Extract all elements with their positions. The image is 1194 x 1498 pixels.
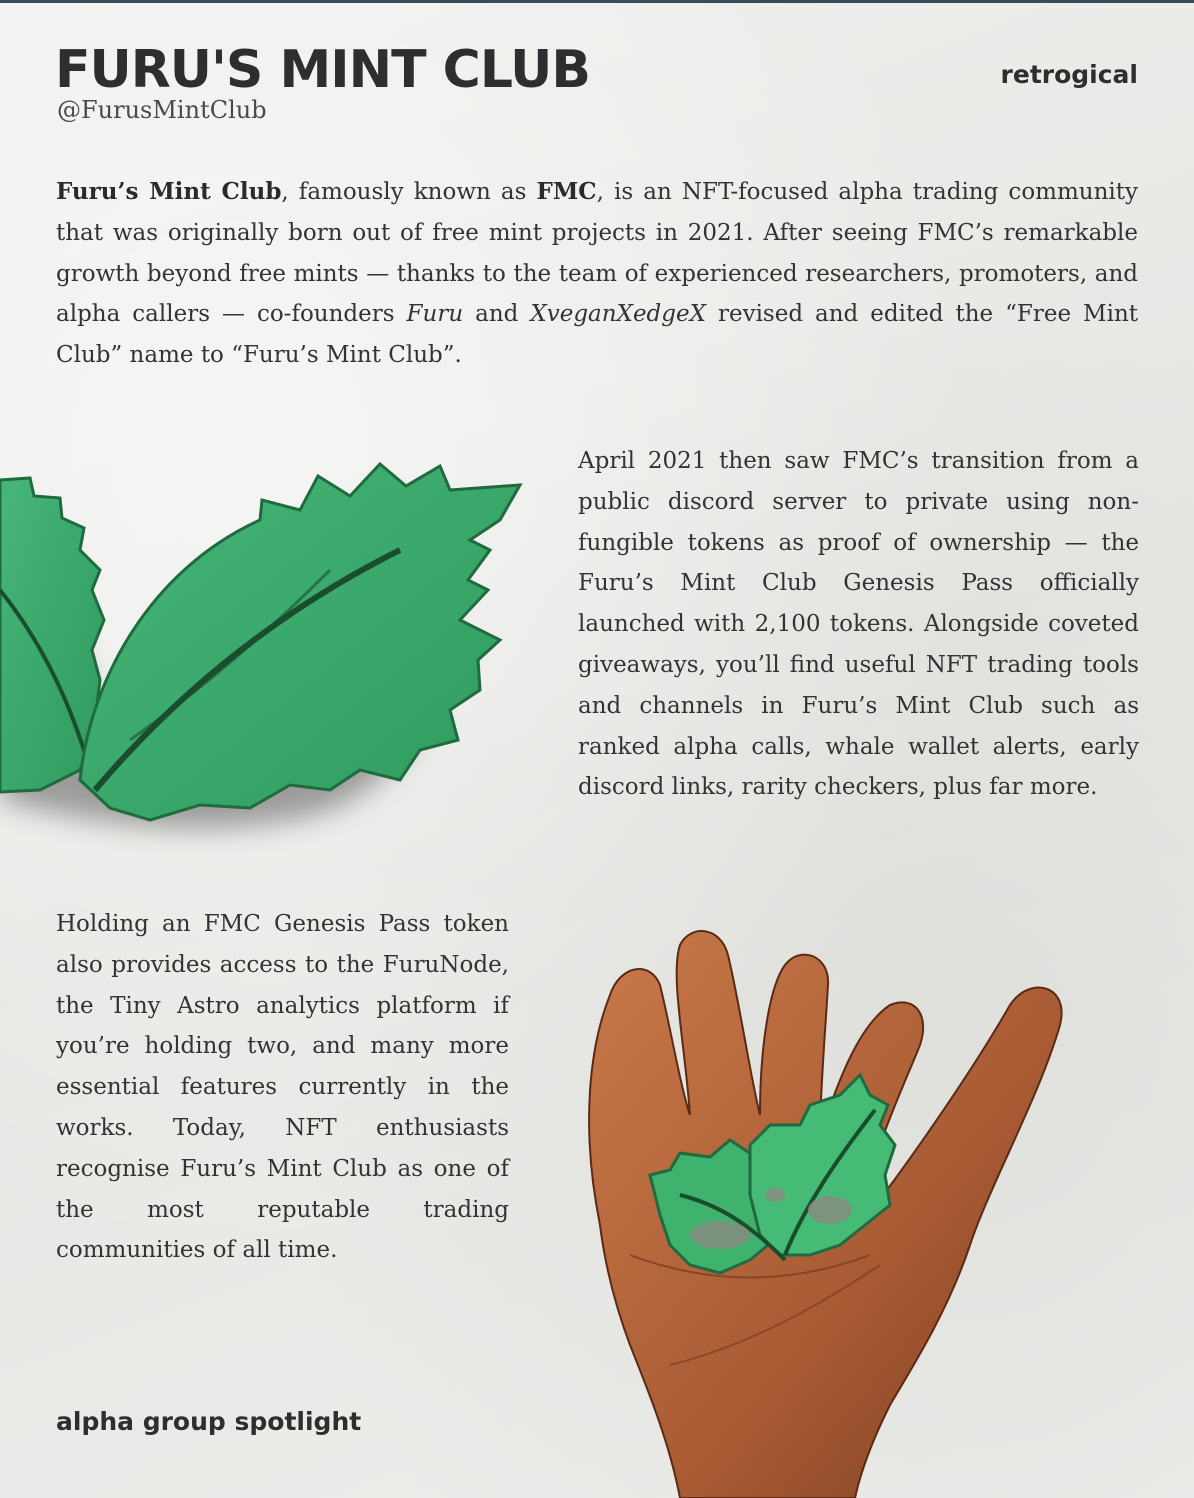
right-leaf bbox=[80, 464, 520, 820]
founder-furu: Furu bbox=[406, 301, 464, 328]
club-name: Furu’s Mint Club bbox=[56, 178, 282, 205]
footer-label: alpha group spotlight bbox=[56, 1407, 362, 1436]
founder-xveganxedgex: XveganXedgeX bbox=[530, 301, 706, 328]
top-border bbox=[0, 0, 1194, 3]
hand-holding-mint-illustration bbox=[570, 925, 1110, 1498]
benefits-paragraph: Holding an FMC Genesis Pass token also provides access to the FuruNode, the Tiny Astro analytics platform if you’re holding two, and many more essential features currently in the works. Today, NFT enthusiasts recognise Furu’s Mint Club as one of the most reputable trading communities of all time. bbox=[56, 911, 509, 1264]
brand-name: retrogical bbox=[1000, 60, 1138, 89]
intro-paragraph: Furu’s Mint Club, famously known as FMC, is an NFT-focused alpha trading community that was originally born out of free mint projects in 2021. After seeing FMC’s remarkable growth beyond free mints — thanks to the team of experienced researchers, promoters, and alpha callers — co-founders Furu and XveganXedgeX revised and edited the “Free Mint Club” name to “Furu’s Mint Club”. bbox=[56, 178, 1138, 369]
history-paragraph: April 2021 then saw FMC’s transition from a public discord server to private using non-fungible tokens as proof of ownership — the Furu’s Mint Club Genesis Pass officially launched with 2,100 tokens. Alongside coveted giveaways, you’ll find useful NFT trading tools and channels in Furu’s Mint Club such as ranked alpha calls, whale wallet alerts, early discord links, rarity checkers, plus far more. bbox=[578, 448, 1139, 801]
social-handle: @FurusMintClub bbox=[57, 96, 267, 124]
page-title: FURU'S MINT CLUB bbox=[55, 40, 590, 100]
mint-leaves-illustration bbox=[0, 440, 540, 870]
club-abbr: FMC bbox=[536, 178, 597, 205]
